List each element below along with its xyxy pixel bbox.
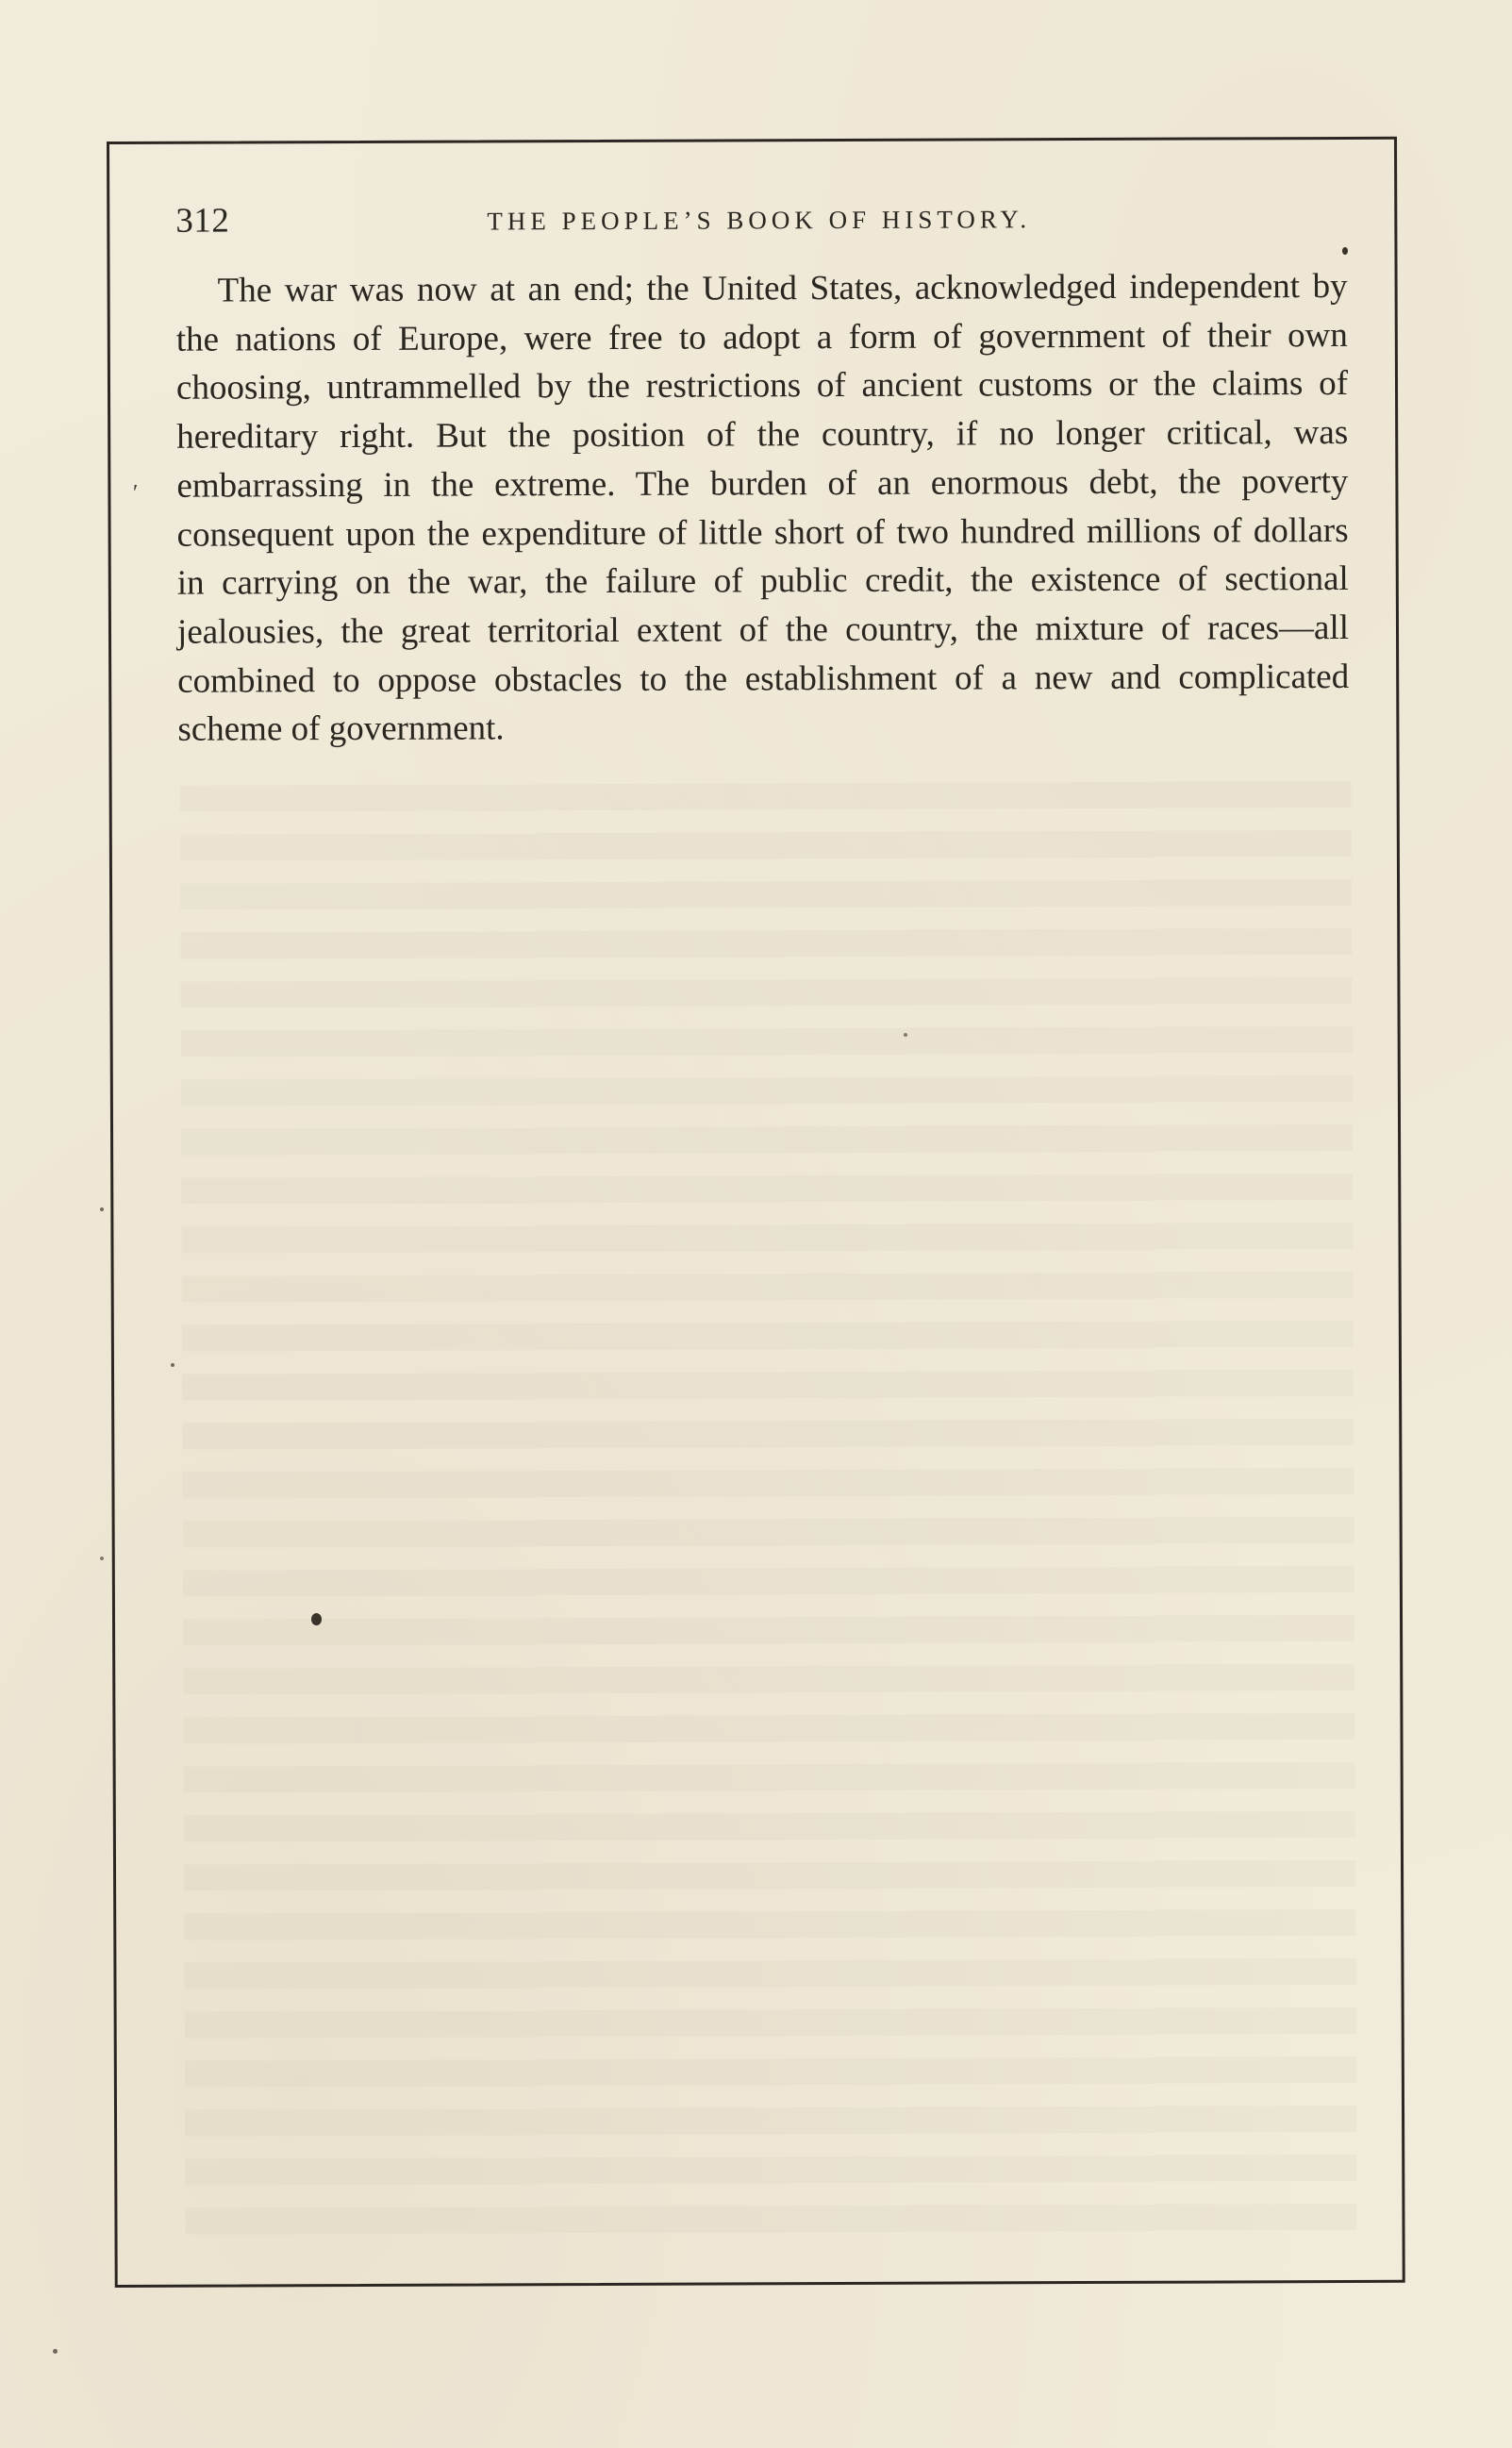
bleed-through-text-area <box>180 781 1357 2248</box>
ink-speck <box>100 1207 104 1211</box>
page-border-frame <box>107 137 1405 2288</box>
ink-speck <box>904 1033 907 1037</box>
page-header <box>175 196 1345 248</box>
ink-speck <box>171 1363 174 1367</box>
pencil-tick-mark: ′ <box>133 481 139 506</box>
page-number: 312 <box>175 201 230 241</box>
ink-speck <box>1342 247 1348 255</box>
running-head: THE PEOPLE’S BOOK OF HISTORY. <box>487 205 1032 236</box>
ink-speck <box>100 1557 104 1560</box>
body-paragraph: The war was now at an end; the United States, acknowledged independent by the nations of Europe, were free to adopt a form of government of their own choosing, untrammelled by the restrictions of ancient customs or the claims of hereditary right. But the position of the country, if no longer critical, was embarrassing in the extreme. The burden of an enormous debt, the poverty consequent upon the expenditure of little short of two hundred millions of dollars in carrying on the war, the failure of public credit, the existence of sectional jealousies, the great territorial extent of the country, the mixture of races—all combined to oppose obstacles to the establishment of a new and complicated scheme of government. <box>175 266 1350 750</box>
ink-speck <box>53 2349 58 2354</box>
ink-speck <box>311 1613 322 1625</box>
